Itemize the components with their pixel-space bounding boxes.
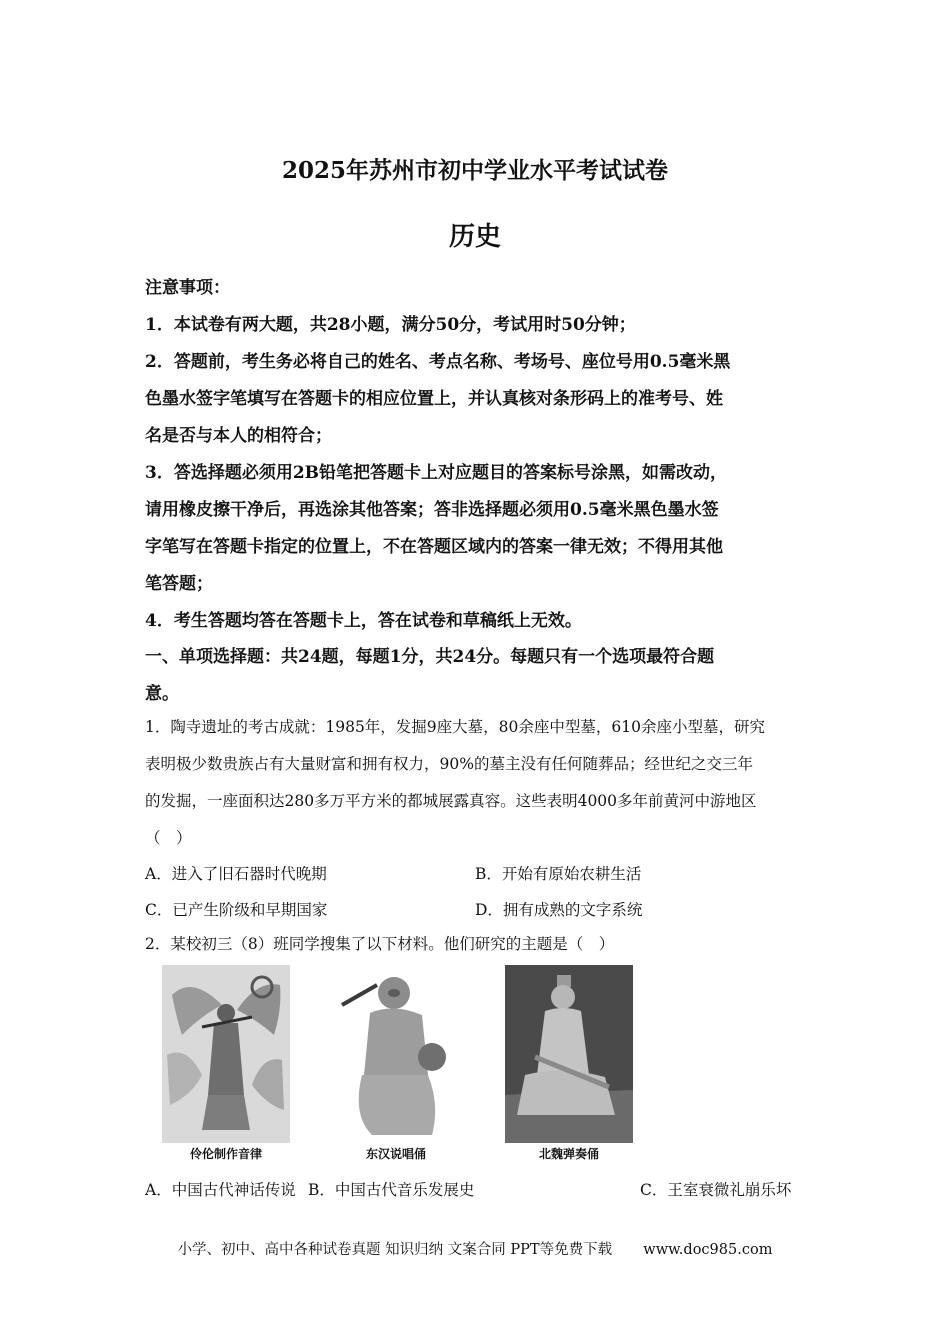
notice-line: 笔答题； bbox=[145, 574, 213, 594]
q1-stem-line: 的发掘，一座面积达280多万平方米的都城展露真容。这些表明4000多年前黄河中游地区 bbox=[145, 792, 757, 810]
q1-option-d: D．拥有成熟的文字系统 bbox=[475, 901, 643, 919]
caption-storyteller: 东汉说唱俑 bbox=[365, 1147, 426, 1161]
footer-text: 小学、初中、高中各种试卷真题 知识归纳 文案合同 PPT等免费下载 bbox=[177, 1242, 613, 1258]
q2-option-a: A．中国古代神话传说 bbox=[145, 1181, 296, 1199]
q1-answer-blank: （ ） bbox=[145, 829, 192, 847]
notice-line: 1．本试卷有两大题，共28小题，满分50分，考试用时50分钟； bbox=[145, 315, 636, 335]
q1-stem-line: 1．陶寺遗址的考古成就：1985年，发掘9座大墓，80余座中型墓，610余座小型墓，研究 bbox=[145, 718, 765, 736]
notice-line: 4．考生答题均答在答题卡上，答在试卷和草稿纸上无效。 bbox=[145, 611, 582, 631]
notice-line: 2．答题前，考生务必将自己的姓名、考点名称、考场号、座位号用0.5毫米黑 bbox=[145, 352, 731, 372]
section-heading-cont: 意。 bbox=[145, 684, 179, 704]
q2-option-b: B．中国古代音乐发展史 bbox=[308, 1181, 475, 1199]
notice-line: 请用橡皮擦干净后，再选涂其他答案；答非选择题必须用0.5毫米黑色墨水签 bbox=[145, 500, 719, 520]
q2-option-c: C．王室衰微礼崩乐坏 bbox=[640, 1181, 792, 1199]
figure-storyteller bbox=[332, 965, 460, 1161]
notice-line: 字笔写在答题卡指定的位置上，不在答题区域内的答案一律无效；不得用其他 bbox=[145, 537, 723, 557]
q1-option-a: A．进入了旧石器时代晚期 bbox=[145, 865, 327, 883]
q1-option-c: C．已产生阶级和早期国家 bbox=[145, 901, 328, 919]
notice-line: 3．答选择题必须用2B铅笔把答题卡上对应题目的答案标号涂黑，如需改动， bbox=[145, 463, 728, 483]
figure-musician bbox=[505, 965, 633, 1161]
caption-musician: 北魏弹奏俑 bbox=[538, 1147, 599, 1161]
caption-linglun: 伶伦制作音律 bbox=[189, 1147, 262, 1161]
notice-heading: 注意事项： bbox=[145, 278, 230, 298]
section-heading: 一、单项选择题：共24题，每题1分，共24分。每题只有一个选项最符合题 bbox=[145, 647, 715, 667]
storyteller-figurine bbox=[332, 965, 460, 1143]
q2-stem: 2．某校初三（8）班同学搜集了以下材料。他们研究的主题是（ ） bbox=[145, 935, 615, 953]
notice-line: 名是否与本人的相符合； bbox=[145, 426, 332, 446]
footer-url[interactable]: www.doc985.com bbox=[643, 1242, 773, 1258]
exam-title: 2025年苏州市初中学业水平考试试卷 bbox=[281, 157, 668, 184]
q1-stem-line: 表明极少数贵族占有大量财富和拥有权力，90%的墓主没有任何随葬品；经世纪之交三年 bbox=[145, 755, 753, 773]
musician-figurine bbox=[505, 965, 633, 1143]
page-footer bbox=[0, 1238, 950, 1259]
notice-line: 色墨水签字笔填写在答题卡的相应位置上，并认真核对条形码上的准考号、姓 bbox=[145, 389, 723, 409]
q1-option-b: B．开始有原始农耕生活 bbox=[475, 865, 642, 883]
figure-linglun bbox=[162, 965, 290, 1161]
linglun-illustration bbox=[162, 965, 290, 1143]
subject-title: 历史 bbox=[448, 222, 501, 252]
